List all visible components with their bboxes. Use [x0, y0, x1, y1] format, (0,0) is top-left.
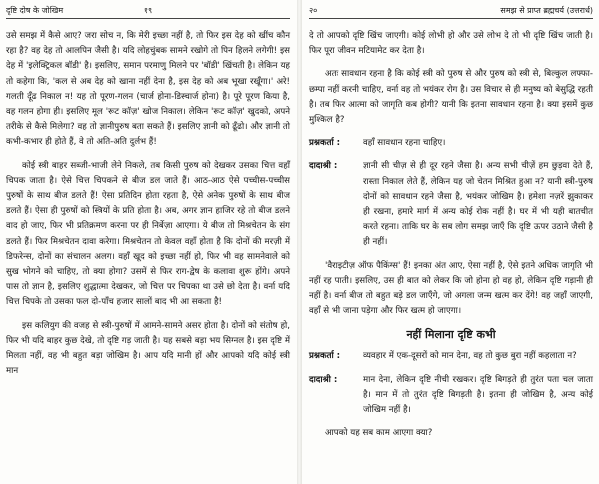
- left-paragraph-1: उसे समझ में कैसे आए? जरा सोच न, कि मेरी इच्छा नहीं है, तो फिर इस देह को खींच कौन रहा है? वह देह तो आलपिन जैसी है। यदि लोहचुंबक सामने रखोगे तो पिन हिलने लगेगी! इस देह में 'इलेक्ट्रिकल बॉडी' है। इसलिए, समान परमाणु मिलने पर 'बॉडी' खिंचती है। लेकिन यह तो कहेगा कि, 'कल से अब देह को खाना नहीं देना है, इस देह को अब भूखा रखूँगा।' अरे! गलती दूँढ निकाल न! यह तो पूरण-गलन (चार्ज होना-डिस्चार्ज होना) है। पूरे पूरण किया है, वह गलन होगा ही। इसलिए मूल 'रूट कॉज़' खोज निकाल। लेकिन 'रूट कॉज़' खुदको, अपने तरीके से कैसे मिलेगा? वह तो ज्ञानीपुरुष बता सकते हैं। इसलिए ज्ञानी को ढूँढो। और ज्ञानी तो कभी-कभार ही होते हैं, वे तो अति-अति दुर्लभ हैं!: [6, 31, 290, 148]
- dialogue-text: व्यवहार में एक-दूसरों को मान देना, वह तो कुछ बुरा नहीं कहलाता न?: [363, 351, 577, 362]
- right-running-head: [309, 4, 593, 19]
- speaker-label: दादाश्री :: [309, 161, 338, 172]
- dialogue-text: ज्ञानी सी चीज़ से ही दूर रहने जैसा है। अन्य सभी चीज़ें हम छुड़वा देते हैं, रास्ता निकाल लेते हैं, लेकिन यह जो चेतन मिश्रित हुआ न? यानी स्त्री-पुरुष दोनों को सावधान रहने जैसा है, भयंकर जोखिम है। हमेशा नज़रें झुकाकर ही रखना, हमारे मार्ग में अन्य कोई रोक नहीं है। घर में भी यही बातचीत करते रहना। ताकि घर के सब लोग समझ जाएँ कि दृष्टि ऊपर उठाने जैसी है ही नहीं।: [363, 161, 593, 248]
- dialogue-entry: [309, 349, 593, 364]
- speaker-label: प्रश्नकर्ता :: [309, 138, 341, 149]
- left-paragraph-2: कोई स्त्री बाहर सब्जी-भाजी लेने निकले, तब किसी पुरुष को देखकर उसका चित्त वहाँ चिपक जाता है। ऐसे चित्त चिपकने से बीज डल जाते हैं। आठ-आठ ऐसे पच्चीस-पच्चीस पुरुषों के साथ बीज डलते हैं! ऐसा प्रतिदिन होता रहता है, ऐसे अनेक पुरुषों के साथ बीज डलते हैं। ऐसा ही पुरुषों को स्त्रियों के प्रति होता है। अब, अगर ज्ञान हाजिर रहे तो बीज डलने वाद हो जाए, फिर भी प्रतिक्रमण करना पर ही निर्बेज़ा आएगा। ये बीज तो मिश्रचेतन के संग डलते हैं। फिर मिश्रचेतन दावा करेगा। मिश्रचेतन तो केवल वहाँ होता है कि दोनों की मरज़ी में डिफरेन्स, दोनों का संचालन अलग। वहाँ खूद को इच्छा नहीं हो, फिर भी वह सामनेवाले को सुख भोगने को चाहिए, तो क्या होगा? उसमें से फिर राग-द्वेष के कलावा शुरू होंगे। अपने पास तो ज्ञान है, इसलिए शुद्धात्मा देखकर, जो चित्त पर चिपका था उसे छो देता है। वर्ना यदि चित्त चिपके तो उसका फल दो-पाँच हजार सालों बाद भी आ सकता है!: [6, 160, 290, 308]
- right-page: [303, 0, 599, 484]
- left-page-number: १९: [143, 6, 153, 15]
- dialogue-text: वहाँ सावधान रहना चाहिए।: [363, 138, 446, 149]
- closing-line: आपको यह सब काम आएगा क्या?: [325, 428, 433, 439]
- right-paragraph-1: दे तो आपको दृष्टि खिंच जाएगी। कोई लोभी हो और उसे लोभ दे तो भी दृष्टि खिंच जाती है। फिर पूरा जीवन मटियामेट कर देता है।: [309, 31, 593, 57]
- left-running-head: [6, 4, 290, 19]
- dialogue-entry: [309, 159, 593, 250]
- right-page-number: २०: [309, 6, 318, 15]
- speaker-label: प्रश्नकर्ता :: [309, 351, 341, 362]
- speaker-label: दादाश्री :: [309, 374, 338, 385]
- dialogue-text: मान देना, लेकिन दृष्टि नीची रखकर। दृष्टि बिगड़ते ही तुरंत पता चल जाता है। मान में तो तुरंत दृष्टि बिगड़ती है। इतना ही जोखिम है, अन्य कोई जोखिम नहीं है।: [363, 374, 593, 416]
- right-header-title: समझ से प्राप्त ब्रह्मचर्य (उत्तरार्ध): [500, 6, 593, 15]
- dialogue-entry: [309, 373, 593, 419]
- book-gutter: [297, 0, 302, 484]
- left-header-title: दृष्टि दोष के जोखिम: [6, 6, 64, 15]
- left-paragraph-3: इस कलियुग की वजह से स्त्री-पुरुषों में आमने-सामने असर होता है। दोनों को संतोष हो, फिर भी यदि बाहर कुछ देखे, तो दृष्टि गड़ जाती है। यह सबसे बड़ा भय सिग्नल है। इस दृष्टि में मिलता नहीं, वह भी बहुत बड़ा जोखिम है। आप यदि मानी हों और आपको यदि कोई स्त्री मान: [6, 320, 290, 377]
- right-paragraph-3: 'वैराइटीज़ ऑफ पैकिंग्स' हैं! इनका अंत आए, ऐसा नहीं है, ऐसे इतने अधिक जागृति भी नहीं रह पाती। इसलिए, उस ही बात को लेकर कि जो होना हो वह हो, लेकिन दृष्टि गड़ानी ही नहीं है। वर्ना बीज तो बहुत बड़े डल जाएँगे, जो अगला जन्म खत्म कर देंगे! वह जहाँ जाएगी, वहाँ से भी जाना पड़ेगा और फिर खत्म हो जाएगा।: [309, 260, 593, 317]
- dialogue-entry: [309, 136, 593, 151]
- left-page: [0, 0, 296, 484]
- right-paragraph-2: अतः सावधान रहना है कि कोई स्त्री को पुरुष से और पुरुष को स्त्री से, बिल्कुल लफ्फा-छम्पा नहीं करनी चाहिए, वर्ना वह तो भयंकर रोग है। उस विचार से ही मनुष्य को बेसुद्धि रहती है। तब फिर आत्मा को जागृति कब होगी? यानी कि इतना सावधान रहना है। क्या इसमें कुछ मुश्किल है?: [309, 69, 593, 126]
- section-heading: नहीं मिलाना दृष्टि कभी: [406, 328, 496, 342]
